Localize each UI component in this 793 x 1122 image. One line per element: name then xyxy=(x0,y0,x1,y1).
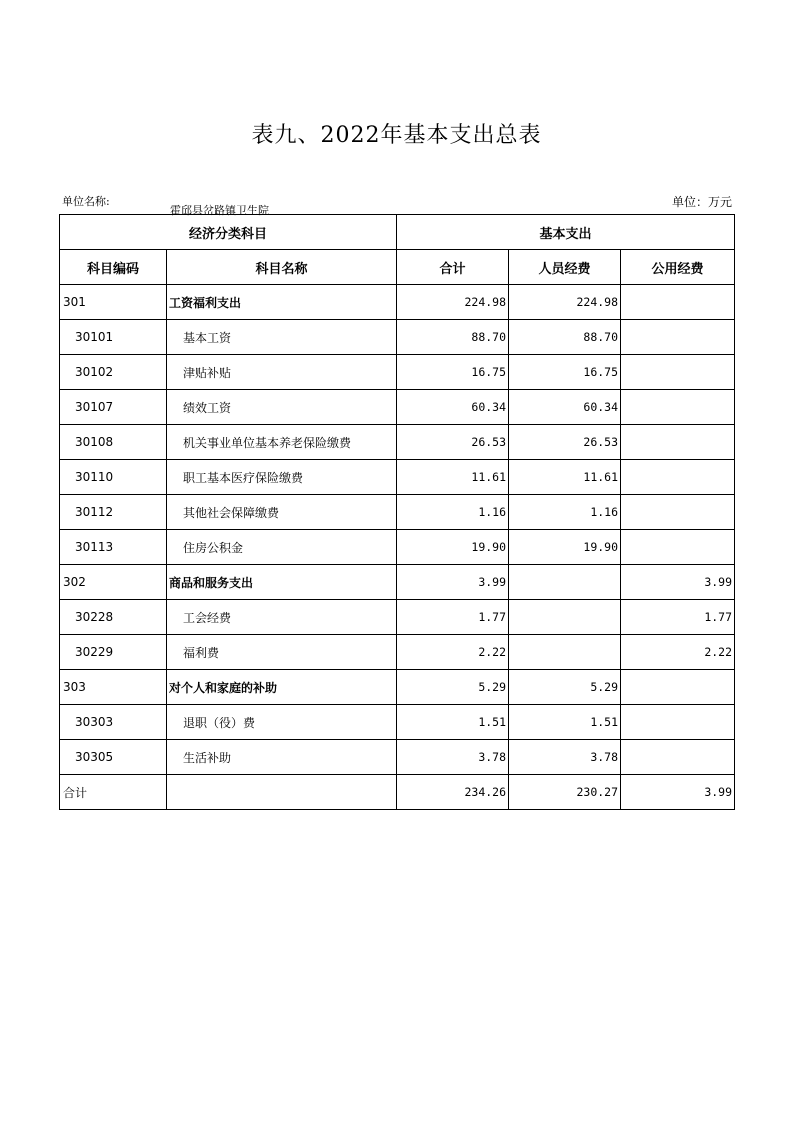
cell-personnel: 3.78 xyxy=(509,740,621,775)
cell-name: 绩效工资 xyxy=(167,390,397,425)
cell-public xyxy=(621,285,735,320)
cell-total: 26.53 xyxy=(397,425,509,460)
cell-public xyxy=(621,320,735,355)
table-row xyxy=(60,285,735,320)
cell-total: 2.22 xyxy=(397,635,509,670)
cell-name xyxy=(167,775,397,810)
table-row xyxy=(60,425,735,460)
cell-total: 3.99 xyxy=(397,565,509,600)
cell-total: 234.26 xyxy=(397,775,509,810)
cell-public: 1.77 xyxy=(621,600,735,635)
cell-code: 30110 xyxy=(60,460,167,495)
cell-code: 302 xyxy=(60,565,167,600)
cell-total: 1.51 xyxy=(397,705,509,740)
table-row xyxy=(60,355,735,390)
table-row xyxy=(60,495,735,530)
cell-name: 津贴补贴 xyxy=(167,355,397,390)
cell-public xyxy=(621,705,735,740)
cell-total: 5.29 xyxy=(397,670,509,705)
cell-personnel: 26.53 xyxy=(509,425,621,460)
cell-public xyxy=(621,495,735,530)
cell-code: 30229 xyxy=(60,635,167,670)
cell-personnel: 19.90 xyxy=(509,530,621,565)
table-row xyxy=(60,600,735,635)
table-row xyxy=(60,565,735,600)
cell-name: 职工基本医疗保险缴费 xyxy=(167,460,397,495)
table-row xyxy=(60,740,735,775)
cell-public xyxy=(621,425,735,460)
header-public: 公用经费 xyxy=(621,250,735,285)
cell-personnel: 16.75 xyxy=(509,355,621,390)
cell-total: 19.90 xyxy=(397,530,509,565)
cell-name: 工会经费 xyxy=(167,600,397,635)
cell-code: 30108 xyxy=(60,425,167,460)
cell-name: 工资福利支出 xyxy=(167,285,397,320)
cell-code: 30112 xyxy=(60,495,167,530)
cell-personnel xyxy=(509,635,621,670)
cell-public xyxy=(621,670,735,705)
cell-public: 2.22 xyxy=(621,635,735,670)
cell-name: 福利费 xyxy=(167,635,397,670)
cell-code: 301 xyxy=(60,285,167,320)
unit-name-label: 单位名称: xyxy=(62,195,110,208)
table-row xyxy=(60,635,735,670)
cell-code: 30101 xyxy=(60,320,167,355)
cell-code: 30113 xyxy=(60,530,167,565)
table-row xyxy=(60,530,735,565)
table-row xyxy=(60,670,735,705)
cell-total: 11.61 xyxy=(397,460,509,495)
cell-public xyxy=(621,460,735,495)
header-basic-expenditure: 基本支出 xyxy=(397,215,735,250)
cell-personnel: 60.34 xyxy=(509,390,621,425)
cell-personnel: 88.70 xyxy=(509,320,621,355)
cell-public xyxy=(621,390,735,425)
cell-total: 16.75 xyxy=(397,355,509,390)
cell-total: 3.78 xyxy=(397,740,509,775)
header-economic-classification: 经济分类科目 xyxy=(60,215,397,250)
cell-name: 商品和服务支出 xyxy=(167,565,397,600)
cell-public: 3.99 xyxy=(621,565,735,600)
cell-total: 224.98 xyxy=(397,285,509,320)
cell-total: 88.70 xyxy=(397,320,509,355)
cell-personnel: 1.51 xyxy=(509,705,621,740)
header-name: 科目名称 xyxy=(167,250,397,285)
cell-name: 生活补助 xyxy=(167,740,397,775)
cell-personnel: 1.16 xyxy=(509,495,621,530)
cell-personnel: 230.27 xyxy=(509,775,621,810)
cell-name: 机关事业单位基本养老保险缴费 xyxy=(167,425,397,460)
cell-public xyxy=(621,740,735,775)
cell-name: 其他社会保障缴费 xyxy=(167,495,397,530)
cell-code: 合计 xyxy=(60,775,167,810)
cell-code: 30107 xyxy=(60,390,167,425)
cell-code: 30102 xyxy=(60,355,167,390)
header-personnel: 人员经费 xyxy=(509,250,621,285)
table-row xyxy=(60,460,735,495)
table-row xyxy=(60,390,735,425)
expenditure-table xyxy=(59,214,735,810)
currency-unit: 单位：万元 xyxy=(671,195,732,209)
cell-code: 303 xyxy=(60,670,167,705)
cell-name: 住房公积金 xyxy=(167,530,397,565)
cell-total: 1.77 xyxy=(397,600,509,635)
cell-personnel: 5.29 xyxy=(509,670,621,705)
header-total: 合计 xyxy=(397,250,509,285)
page-title: 表九、2022年基本支出总表 xyxy=(251,123,542,148)
table-row xyxy=(60,775,735,810)
unit-name-value: 霍邱县岔路镇卫生院 xyxy=(170,204,269,217)
cell-personnel xyxy=(509,600,621,635)
cell-name: 退职（役）费 xyxy=(167,705,397,740)
cell-personnel: 11.61 xyxy=(509,460,621,495)
cell-public xyxy=(621,530,735,565)
cell-code: 30303 xyxy=(60,705,167,740)
cell-personnel xyxy=(509,565,621,600)
cell-public: 3.99 xyxy=(621,775,735,810)
table-body xyxy=(60,285,735,810)
table-row xyxy=(60,705,735,740)
cell-total: 60.34 xyxy=(397,390,509,425)
cell-name: 基本工资 xyxy=(167,320,397,355)
cell-code: 30228 xyxy=(60,600,167,635)
header-code: 科目编码 xyxy=(60,250,167,285)
cell-total: 1.16 xyxy=(397,495,509,530)
table-row xyxy=(60,320,735,355)
cell-name: 对个人和家庭的补助 xyxy=(167,670,397,705)
cell-code: 30305 xyxy=(60,740,167,775)
cell-public xyxy=(621,355,735,390)
cell-personnel: 224.98 xyxy=(509,285,621,320)
